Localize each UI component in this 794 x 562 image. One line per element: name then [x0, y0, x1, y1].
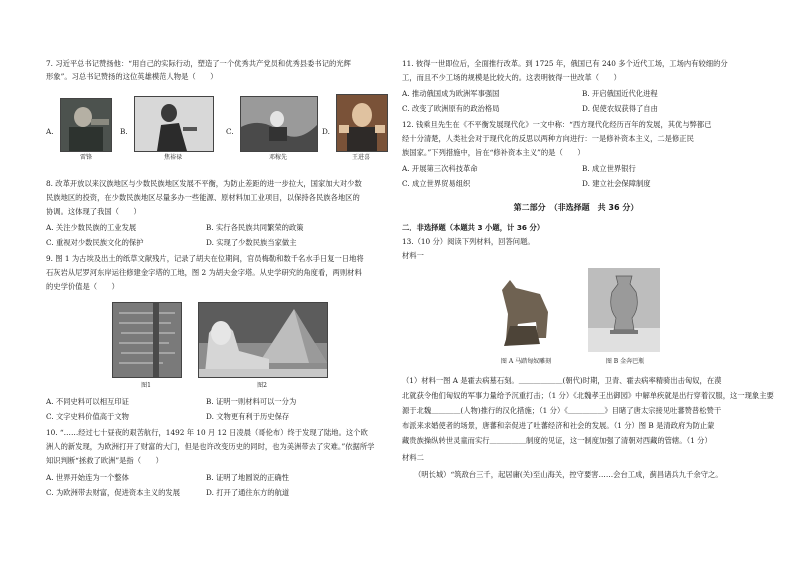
q10-option-c[interactable]: C. 为欧洲带去财富，促进资本主义的发展 [46, 488, 181, 497]
q12-option-d[interactable]: D. 建立社会保障制度 [582, 179, 651, 188]
q7-figures [46, 92, 394, 162]
q12-line2: 经十分清楚，人类社会对于现代化的反思以两种方向进行：一是修补资本主义，二是修正民 [402, 134, 694, 143]
q8-option-a[interactable]: A. 关注少数民族的工业发展 [46, 223, 137, 232]
q8-option-d[interactable]: D. 实现了少数民族当家做主 [206, 238, 297, 247]
q13-line2: 北就获令他们匈奴的军事力量给予沉重打击；（1 分）《北魏孝王出御园》中解单疾就是出行穿着汉服，这一现象主要 [402, 391, 774, 400]
q9-line2: 石灰岩从尼罗河东岸运往修建金字塔的工地，图 2 为胡夫金字塔。从史学研究的角度看，两则材料 [46, 268, 362, 277]
section-subtitle: 二．非选择题（本题共 3 小题，计 36 分） [402, 223, 545, 232]
q10-line1: 10. “……经过七十昼夜的艰苦航行，1492 年 10 月 12 日凌晨（哥伦布）终于发现了陆地。这个欧 [46, 428, 368, 437]
q7-option-d[interactable]: D. [322, 127, 330, 136]
material-one-label: 材料一 [402, 251, 424, 260]
q7-line2: 形象”。习总书记赞扬的这位英雄模范人物是（ ） [46, 72, 218, 81]
q7-caption-a: 雷锋 [79, 154, 92, 161]
q9-caption-1: 图1 [141, 382, 151, 389]
q9-option-a[interactable]: A. 不同史料可以相互印证 [46, 397, 129, 406]
q11-line2: 工，而且不少工场的规模是比较大的。这表明彼得一世改革（ ） [402, 73, 621, 82]
q9-line3: 的史学价值是（ ） [46, 282, 119, 291]
q8-option-b[interactable]: B. 实行各民族共同繁荣的政策 [206, 223, 304, 232]
material-two-label: 材料二 [402, 453, 424, 462]
section-title: 第二部分 （非选择题 共 36 分） [513, 203, 639, 212]
q8-line2: 民族地区的投资，在少数民族地区尽量多办一些能源、原材料加工业项目，以保持各民族各地区的 [46, 193, 360, 202]
q13-line1: （1）材料一图 A 是霍去病墓石刻。＿＿＿＿＿＿(朝代)时期，卫青、霍去病率精骑出击匈奴，在漠 [402, 376, 722, 385]
q11-line1: 11. 彼得一世即位后，全面推行改革。到 1725 年，俄国已有 240 多个近代工场，工场内有较细的分 [402, 59, 728, 68]
q7-caption-d: 王进喜 [351, 154, 370, 161]
material-two-text: （明长城）“筑敌台三千，起居庸(关)至山海关，控守要害……会台工成，蓟昌诸兵九千余守之。 [414, 470, 723, 479]
figure-a-caption: 图 A 马踏匈奴雕刻 [500, 358, 552, 365]
q10-line2: 洲人的新发现，为欧洲打开了财富的大门，但是也许改变历史的同时，也为美洲带去了灾难。”依据所学 [46, 442, 375, 451]
q10-option-b[interactable]: B. 证明了地圆说的正确性 [206, 473, 289, 482]
q7-line1: 7. 习近平总书记赞扬他：“用自己的实际行动，塑造了一个优秀共产党员和优秀县委书记的光辉 [46, 59, 351, 68]
q11-option-b[interactable]: B. 开启俄国近代化进程 [582, 89, 658, 98]
q7-caption-c: 邓稼先 [268, 154, 287, 161]
q12-option-c[interactable]: C. 成立世界贸易组织 [402, 179, 471, 188]
q7-option-a[interactable]: A. [46, 127, 54, 136]
q8-option-c[interactable]: C. 重视对少数民族文化的保护 [46, 238, 144, 247]
q13-line3: 源于北魏＿＿＿＿(人物)推行的汉化措施；（1 分）《＿＿＿＿＿》目睹了唐太宗接见吐蕃赞普松赞干 [402, 406, 722, 415]
q13-line4: 布派来求婚使者的场景，唐蕃和亲促进了吐蕃经济和社会的发展。（1 分）图 B 是清政府为防止蒙 [402, 421, 715, 430]
q10-option-d[interactable]: D. 打开了通往东方的航道 [206, 488, 290, 497]
photo-jiao-yulu [134, 96, 214, 152]
q9-option-d[interactable]: D. 文物更有利于历史保存 [206, 412, 290, 421]
q11-option-c[interactable]: C. 改变了欧洲原有的政治格局 [402, 104, 500, 113]
pyramid-sphinx-image [198, 302, 328, 378]
q13-heading: 13.（10 分）阅读下列材料，回答问题。 [402, 237, 535, 246]
q12-option-a[interactable]: A. 开展第三次科技革命 [402, 164, 478, 173]
photo-lei-feng [60, 98, 112, 152]
q7-caption-b: 焦裕禄 [163, 154, 182, 161]
q11-option-a[interactable]: A. 推动俄国成为欧洲军事强国 [402, 89, 500, 98]
photo-wang-jinxi [240, 96, 318, 152]
papyrus-fragment-image [112, 302, 182, 378]
q9-caption-2: 图2 [257, 382, 267, 389]
q12-line3: 族国家。”下列措施中，旨在“修补资本主义”的是（ ） [402, 148, 585, 157]
q8-line1: 8. 改革开放以来汉族地区与少数民族地区发展不平衡，为防止差距的进一步拉大，国家加大对少数 [46, 179, 362, 188]
q9-line1: 9. 图 1 为古埃及出土的纸草文献残片，记录了胡夫在位期间，官员梅勒和数千名水手日复一日地将 [46, 254, 364, 263]
horse-stone-carving-image [488, 268, 560, 352]
golden-urn-image [588, 268, 660, 352]
q13-line5: 藏贵族操纵转世灵童而实行＿＿＿＿＿制度的见证，这一制度加强了清朝对西藏的管辖。（1 分） [402, 436, 712, 445]
photo-deng-jiaxian [336, 94, 388, 152]
q11-option-d[interactable]: D. 促使农奴获得了自由 [582, 104, 658, 113]
q8-line3: 协调。这体现了我国（ ） [46, 207, 141, 216]
q10-option-a[interactable]: A. 世界开始连为一个整体 [46, 473, 129, 482]
q12-option-b[interactable]: B. 成立世界银行 [582, 164, 636, 173]
q9-option-c[interactable]: C. 文字史料价值高于文物 [46, 412, 129, 421]
q12-line1: 12. 钱乘旦先生在《不平衡发展现代化》一文中称：“西方现代化经历百年的发展，其优与弊都已 [402, 120, 712, 129]
q7-option-c[interactable]: C. [226, 127, 234, 136]
q10-line3: 知识判断“拯救了欧洲”是指（ ） [46, 456, 163, 465]
q9-option-b[interactable]: B. 证明一则材料可以一分为 [206, 397, 297, 406]
q7-option-b[interactable]: B. [120, 127, 128, 136]
figure-b-caption: 图 B 金奔巴瓶 [605, 358, 645, 365]
